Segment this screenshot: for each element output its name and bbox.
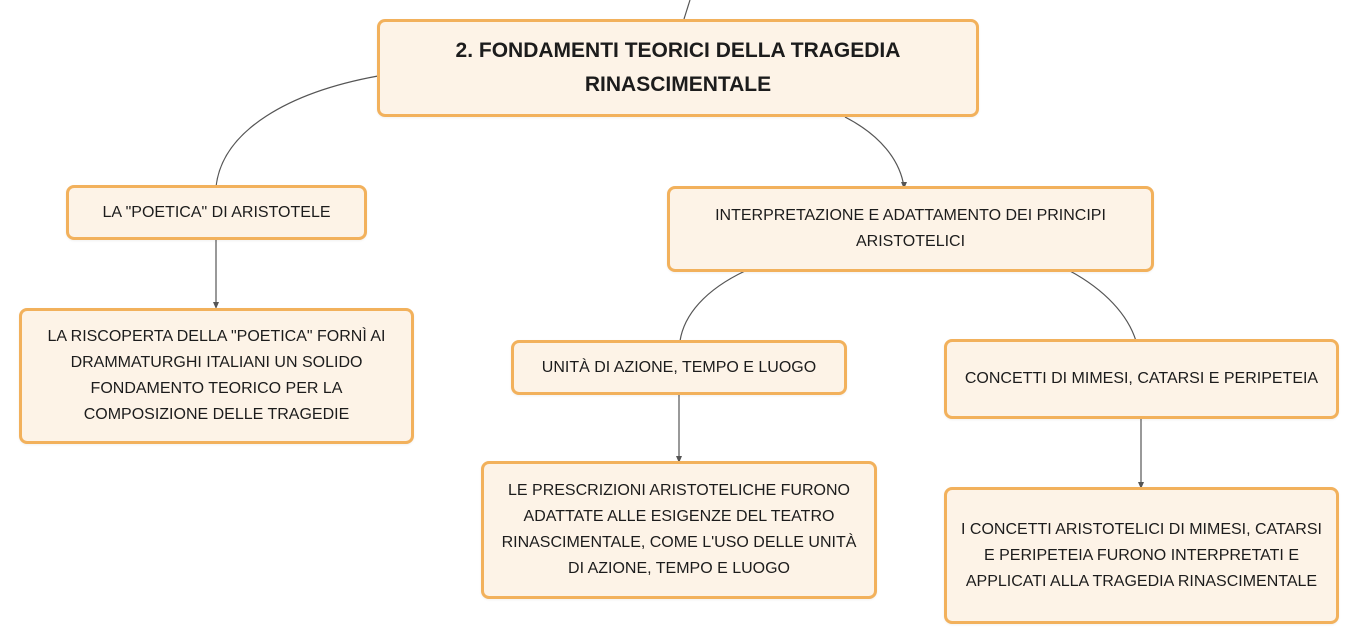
unita-node[interactable]: [511, 340, 847, 395]
connector-from-above: [684, 0, 690, 19]
root-topic-node[interactable]: [377, 19, 979, 117]
unita-detail-label: LE PRESCRIZIONI ARISTOTELICHE FURONO ADATTATE ALLE ESIGENZE DEL TEATRO RINASCIMENTALE, COME L'USO DELLE UNITÀ DI AZIONE, TEMPO E LUOGO: [501, 482, 857, 577]
connector-interpretazione-to-unita: [680, 271, 745, 341]
poetica-label: LA "POETICA" DI ARISTOTELE: [102, 203, 331, 221]
poetica-node[interactable]: [66, 185, 367, 240]
concetti-detail-node[interactable]: [944, 487, 1339, 624]
concetti-node[interactable]: [944, 339, 1339, 419]
concetti-detail-label: I CONCETTI ARISTOTELICI DI MIMESI, CATARSI E PERIPETEIA FURONO INTERPRETATI E APPLICATI ALLA TRAGEDIA RINASCIMENTALE: [961, 520, 1322, 590]
connector-root-to-poetica: [216, 76, 378, 187]
root-topic-label: 2. FONDAMENTI TEORICI DELLA TRAGEDIA RINASCIMENTALE: [455, 39, 901, 96]
concetti-label: CONCETTI DI MIMESI, CATARSI E PERIPETEIA: [964, 370, 1319, 387]
unita-detail-node[interactable]: [481, 461, 877, 599]
poetica-detail-node[interactable]: [19, 308, 414, 444]
interpretazione-label: INTERPRETAZIONE E ADATTAMENTO DEI PRINCIPI ARISTOTELICI: [715, 207, 1106, 250]
poetica-detail-label: LA RISCOPERTA DELLA "POETICA" FORNÌ AI DRAMMATURGHI ITALIANI UN SOLIDO FONDAMENTO TEORICO PER LA COMPOSIZIONE DELLE TRAGEDIE: [47, 328, 386, 423]
interpretazione-node[interactable]: [667, 186, 1154, 272]
connector-interpretazione-to-concetti: [1070, 271, 1136, 341]
unita-label: UNITÀ DI AZIONE, TEMPO E LUOGO: [541, 358, 817, 376]
connector-root-to-interpretazione: [845, 117, 904, 187]
